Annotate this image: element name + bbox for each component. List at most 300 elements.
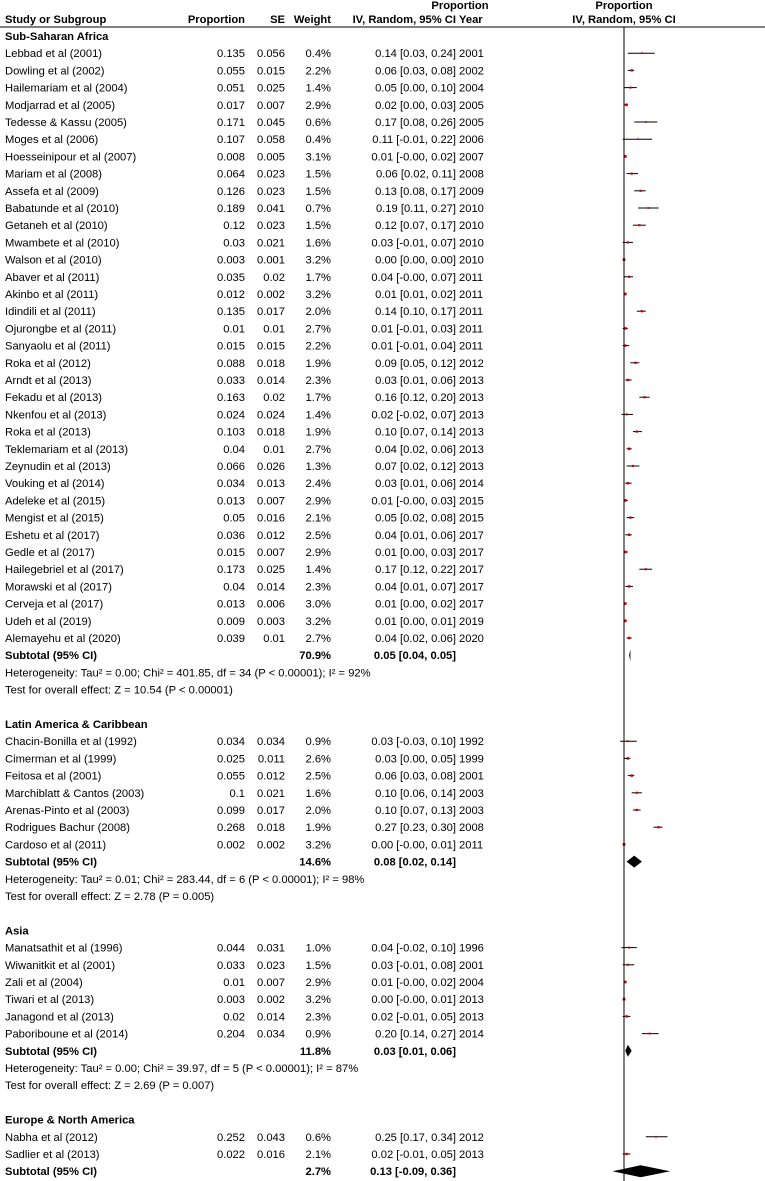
study-proportion: 0.02: [223, 1011, 245, 1024]
study-proportion: 0.135: [217, 306, 245, 319]
study-proportion: 0.01: [223, 323, 245, 336]
study-proportion: 0.268: [217, 822, 245, 835]
study-se: 0.002: [257, 994, 285, 1007]
study-ci: 0.06 [0.02, 0.11]: [375, 168, 456, 181]
study-name: Adeleke et al (2015): [5, 495, 106, 508]
study-weight: 1.0%: [305, 942, 331, 955]
study-se: 0.012: [257, 770, 285, 783]
subtotal-weight: 70.9%: [299, 650, 331, 663]
study-proportion: 0.003: [217, 254, 245, 267]
study-se: 0.043: [257, 1131, 285, 1144]
header-weight: Weight: [293, 14, 331, 26]
study-point: [636, 809, 638, 811]
study-proportion: 0.025: [217, 753, 245, 766]
study-weight: 0.6%: [305, 1131, 331, 1144]
study-ci: 0.00 [-0.00, 0.01]: [371, 839, 456, 852]
study-ci: 0.05 [0.02, 0.08]: [375, 512, 456, 525]
study-weight: 2.6%: [305, 753, 331, 766]
subtotal-label: Subtotal (95% CI): [5, 650, 97, 663]
study-weight: 1.9%: [305, 426, 331, 439]
study-year: 2014: [459, 1028, 484, 1041]
study-name: Roka et al (2013): [5, 426, 91, 439]
study-ci: 0.19 [0.11, 0.27]: [375, 203, 456, 215]
study-weight: 3.2%: [305, 839, 331, 852]
study-ci: 0.03 [0.01, 0.06]: [375, 478, 456, 491]
study-weight: 2.2%: [305, 340, 331, 353]
study-year: 2003: [459, 787, 484, 800]
subtotal-label: Subtotal (95% CI): [5, 856, 97, 869]
study-se: 0.014: [257, 581, 285, 594]
study-point: [640, 190, 642, 192]
study-year: 2001: [459, 48, 484, 61]
study-year: 2005: [459, 99, 484, 112]
study-weight: 2.2%: [305, 65, 331, 78]
study-proportion: 0.135: [217, 48, 245, 61]
study-proportion: 0.034: [217, 736, 245, 749]
study-name: Alemayehu et al (2020): [5, 633, 121, 645]
subtotal-weight: 14.6%: [299, 856, 331, 869]
study-proportion: 0.024: [217, 409, 245, 422]
study-point: [641, 310, 643, 312]
study-weight: 0.9%: [305, 1028, 331, 1041]
study-proportion: 0.04: [223, 581, 245, 594]
study-point: [647, 207, 649, 209]
study-weight: 0.7%: [305, 203, 331, 215]
study-weight: 2.0%: [305, 306, 331, 319]
study-proportion: 0.1: [229, 787, 245, 800]
study-se: 0.015: [257, 340, 285, 353]
study-year: 2015: [459, 495, 484, 508]
study-year: 2004: [459, 82, 484, 95]
study-year: 2017: [459, 529, 484, 542]
study-se: 0.007: [257, 99, 285, 112]
study-proportion: 0.033: [217, 375, 245, 387]
study-se: 0.018: [257, 426, 285, 439]
study-proportion: 0.107: [217, 134, 245, 147]
study-name: Assefa et al (2009): [5, 185, 99, 198]
study-ci: 0.04 [-0.02, 0.10]: [371, 942, 456, 955]
study-weight: 0.4%: [305, 48, 331, 61]
study-ci: 0.14 [0.03, 0.24]: [375, 48, 456, 61]
study-name: Mengist et al (2015): [5, 512, 104, 525]
study-year: 2006: [459, 134, 484, 147]
study-year: 2011: [459, 839, 484, 852]
study-ci: 0.01 [-0.00, 0.03]: [371, 495, 456, 508]
study-year: 2010: [459, 203, 484, 215]
study-point: [629, 516, 631, 518]
study-se: 0.034: [257, 736, 285, 749]
subtotal-ci: 0.03 [0.01, 0.06]: [373, 1045, 456, 1058]
study-year: 2010: [459, 237, 484, 250]
study-name: Sanyaolu et al (2011): [5, 340, 111, 353]
heterogeneity-text: Heterogeneity: Tau² = 0.00; Chi² = 39.97, df = 5 (P < 0.00001); I² = 87%: [5, 1063, 359, 1075]
study-year: 2011: [459, 289, 484, 301]
study-se: 0.006: [257, 598, 285, 611]
study-se: 0.025: [257, 564, 285, 577]
header-se: SE: [270, 14, 285, 26]
study-proportion: 0.002: [217, 839, 245, 852]
study-weight: 1.4%: [305, 564, 331, 577]
study-ci: 0.03 [-0.01, 0.07]: [371, 237, 456, 250]
study-year: 2010: [459, 220, 484, 233]
study-se: 0.021: [257, 237, 285, 250]
study-ci: 0.06 [0.03, 0.08]: [375, 770, 456, 783]
subtotal-label: Subtotal (95% CI): [5, 1045, 97, 1058]
study-se: 0.017: [257, 306, 285, 319]
study-point: [628, 448, 631, 451]
study-ci: 0.03 [0.01, 0.06]: [375, 375, 456, 387]
study-point: [630, 774, 632, 776]
study-ci: 0.16 [0.12, 0.20]: [375, 392, 456, 405]
study-ci: 0.11 [-0.01, 0.22]: [372, 134, 456, 147]
study-ci: 0.01 [-0.01, 0.03]: [371, 323, 456, 336]
study-name: Sadlier et al (2013): [5, 1149, 100, 1161]
study-weight: 1.7%: [305, 271, 331, 284]
study-name: Getaneh et al (2010): [5, 220, 108, 233]
study-point: [627, 964, 629, 966]
study-se: 0.023: [257, 168, 285, 181]
study-proportion: 0.05: [223, 512, 245, 525]
study-point: [645, 121, 647, 123]
study-name: Moges et al (2006): [5, 134, 99, 147]
study-ci: 0.05 [0.00, 0.10]: [375, 82, 456, 95]
study-ci: 0.01 [-0.00, 0.02]: [371, 977, 456, 989]
study-proportion: 0.015: [217, 547, 245, 559]
study-proportion: 0.055: [217, 65, 245, 78]
study-year: 2019: [459, 615, 484, 628]
study-se: 0.024: [257, 409, 285, 422]
study-weight: 0.6%: [305, 117, 331, 129]
study-name: Arenas-Pinto et al (2003): [5, 805, 130, 817]
study-name: Gedle et al (2017): [5, 547, 95, 559]
study-ci: 0.04 [0.01, 0.06]: [375, 529, 456, 542]
study-proportion: 0.088: [217, 357, 245, 370]
study-point: [641, 52, 643, 54]
study-point: [627, 379, 629, 381]
study-weight: 1.3%: [305, 461, 331, 473]
study-se: 0.002: [257, 839, 285, 852]
study-year: 2017: [459, 547, 484, 559]
study-weight: 1.9%: [305, 357, 331, 370]
study-ci: 0.01 [0.01, 0.02]: [375, 289, 456, 301]
study-se: 0.02: [263, 392, 285, 405]
subtotal-diamond: [625, 1045, 631, 1057]
study-year: 2013: [459, 443, 484, 456]
study-proportion: 0.055: [217, 770, 245, 783]
study-year: 2008: [459, 168, 484, 181]
study-proportion: 0.066: [217, 461, 245, 473]
study-name: Tedesse & Kassu (2005): [5, 117, 127, 129]
study-point: [628, 585, 630, 587]
subgroup-heading: Asia: [5, 925, 29, 938]
study-year: 2015: [459, 512, 484, 525]
study-proportion: 0.103: [217, 426, 245, 439]
study-ci: 0.06 [0.03, 0.08]: [375, 65, 456, 78]
study-name: Babatunde et al (2010): [5, 203, 119, 215]
study-weight: 1.5%: [305, 959, 331, 972]
table-rows: [5, 31, 484, 1181]
study-year: 2013: [459, 426, 484, 439]
study-year: 2013: [459, 1011, 484, 1024]
study-se: 0.023: [257, 185, 285, 198]
study-name: Janagond et al (2013): [5, 1011, 114, 1024]
study-weight: 2.9%: [305, 495, 331, 508]
study-weight: 2.1%: [305, 512, 331, 525]
study-name: Wiwanitkit et al (2001): [5, 959, 116, 972]
study-se: 0.01: [263, 323, 285, 336]
header-year: Year: [459, 14, 483, 26]
study-name: Zeynudin et al (2013): [5, 461, 111, 473]
study-point: [630, 69, 632, 71]
study-se: 0.056: [257, 48, 285, 61]
study-name: Paboriboune et al (2014): [5, 1028, 129, 1041]
study-se: 0.01: [263, 633, 285, 645]
study-proportion: 0.013: [217, 598, 245, 611]
subtotal-diamond: [612, 1165, 670, 1177]
study-year: 2007: [459, 151, 484, 164]
study-point: [632, 465, 634, 467]
study-se: 0.034: [257, 1028, 285, 1041]
study-year: 1992: [459, 736, 484, 749]
study-se: 0.016: [257, 1149, 285, 1161]
study-weight: 0.4%: [305, 134, 331, 147]
study-point: [657, 826, 659, 828]
study-name: Nabha et al (2012): [5, 1131, 98, 1144]
study-year: 2013: [459, 375, 484, 387]
study-ci: 0.04 [0.01, 0.07]: [375, 581, 456, 594]
study-year: 2011: [459, 323, 484, 336]
study-point: [631, 173, 633, 175]
study-ci: 0.14 [0.10, 0.17]: [375, 306, 456, 319]
study-se: 0.007: [257, 495, 285, 508]
study-se: 0.005: [257, 151, 285, 164]
study-name: Lebbad et al (2001): [5, 48, 103, 61]
overall-effect-text: Test for overall effect: Z = 10.54 (P < 0.00001): [5, 684, 233, 697]
study-point: [628, 637, 631, 640]
study-name: Marchiblatt & Cantos (2003): [5, 787, 145, 800]
study-ci: 0.25 [0.17, 0.34]: [375, 1131, 456, 1144]
study-name: Cardoso et al (2011): [5, 839, 107, 852]
study-ci: 0.02 [0.00, 0.03]: [375, 99, 456, 112]
header-plot-bottom: IV, Random, 95% CI: [572, 14, 676, 26]
study-proportion: 0.126: [217, 185, 245, 198]
study-se: 0.007: [257, 547, 285, 559]
study-name: Dowling et al (2002): [5, 65, 105, 78]
study-point: [636, 792, 638, 794]
study-ci: 0.27 [0.23, 0.30]: [375, 822, 456, 835]
study-name: Walson et al (2010): [5, 254, 102, 267]
study-point: [628, 534, 630, 536]
study-proportion: 0.039: [217, 633, 245, 645]
study-weight: 2.1%: [305, 1149, 331, 1161]
study-ci: 0.03 [-0.01, 0.08]: [371, 959, 456, 972]
study-se: 0.001: [257, 254, 285, 267]
study-point: [649, 1033, 651, 1035]
study-name: Cimerman et al (1999): [5, 753, 117, 766]
study-proportion: 0.163: [217, 392, 245, 405]
study-year: 2012: [459, 357, 484, 370]
study-name: Cerveja et al (2017): [5, 598, 104, 611]
subtotal-diamond: [629, 649, 630, 661]
study-ci: 0.01 [0.00, 0.01]: [375, 615, 456, 628]
subgroup-heading: Sub-Saharan Africa: [5, 31, 109, 43]
plot-marks: [612, 52, 670, 1181]
study-point: [625, 1015, 627, 1017]
study-year: 2005: [459, 117, 484, 129]
study-point: [627, 241, 629, 243]
study-proportion: 0.044: [217, 942, 245, 955]
study-point: [637, 138, 639, 140]
study-name: Mwambete et al (2010): [5, 237, 120, 250]
study-weight: 1.6%: [305, 237, 331, 250]
study-proportion: 0.204: [217, 1028, 245, 1041]
study-weight: 1.5%: [305, 168, 331, 181]
heterogeneity-text: Heterogeneity: Tau² = 0.01; Chi² = 283.44, df = 6 (P < 0.00001); I² = 98%: [5, 873, 365, 886]
study-proportion: 0.01: [223, 977, 245, 989]
study-point: [629, 87, 631, 89]
study-point: [627, 757, 630, 760]
study-year: 2013: [459, 392, 484, 405]
study-point: [625, 1153, 627, 1155]
study-weight: 2.7%: [305, 633, 331, 645]
study-se: 0.041: [257, 203, 285, 215]
study-proportion: 0.033: [217, 959, 245, 972]
study-se: 0.007: [257, 977, 285, 989]
study-point: [627, 482, 629, 484]
study-year: 2013: [459, 1149, 484, 1161]
study-name: Rodrigues Bachur (2008): [5, 822, 130, 835]
study-weight: 1.5%: [305, 220, 331, 233]
study-weight: 1.6%: [305, 787, 331, 800]
study-name: Akinbo et al (2011): [5, 289, 99, 301]
x-axis: [491, 27, 755, 1181]
study-se: 0.016: [257, 512, 285, 525]
study-ci: 0.01 [-0.01, 0.04]: [371, 340, 456, 353]
study-year: 2011: [459, 271, 484, 284]
study-weight: 2.4%: [305, 478, 331, 491]
study-ci: 0.02 [-0.02, 0.07]: [371, 409, 456, 422]
study-ci: 0.01 [0.00, 0.02]: [375, 598, 456, 611]
study-weight: 3.0%: [305, 598, 331, 611]
study-weight: 2.3%: [305, 581, 331, 594]
study-name: Nkenfou et al (2013): [5, 409, 107, 422]
study-se: 0.018: [257, 822, 285, 835]
study-se: 0.013: [257, 478, 285, 491]
study-year: 2001: [459, 770, 484, 783]
header-proportion: Proportion: [187, 14, 245, 26]
study-weight: 2.3%: [305, 375, 331, 387]
study-proportion: 0.017: [217, 99, 245, 112]
study-proportion: 0.035: [217, 271, 245, 284]
study-weight: 3.1%: [305, 151, 331, 164]
study-se: 0.025: [257, 82, 285, 95]
study-proportion: 0.189: [217, 203, 245, 215]
study-point: [626, 413, 628, 415]
study-ci: 0.10 [0.06, 0.14]: [375, 787, 456, 800]
study-proportion: 0.012: [217, 289, 245, 301]
study-name: Modjarrad et al (2005): [5, 99, 116, 112]
study-weight: 2.7%: [305, 443, 331, 456]
study-point: [645, 568, 647, 570]
subtotal-weight: 11.8%: [299, 1045, 331, 1058]
study-weight: 3.2%: [305, 994, 331, 1007]
study-ci: 0.04 [0.02, 0.06]: [375, 633, 456, 645]
study-name: Hailegebriel et al (2017): [5, 564, 124, 577]
study-year: 2017: [459, 564, 484, 577]
study-ci: 0.04 [-0.00, 0.07]: [371, 271, 456, 284]
study-weight: 1.4%: [305, 82, 331, 95]
study-se: 0.012: [257, 529, 285, 542]
study-year: 2020: [459, 633, 484, 645]
study-proportion: 0.04: [223, 443, 245, 456]
study-ci: 0.04 [0.02, 0.06]: [375, 443, 456, 456]
study-se: 0.014: [257, 375, 285, 387]
study-point: [655, 1136, 657, 1138]
study-name: Ojurongbe et al (2011): [5, 323, 117, 336]
study-se: 0.01: [263, 443, 285, 456]
study-se: 0.02: [263, 271, 285, 284]
table-header: [0, 0, 765, 27]
study-year: 2009: [459, 185, 484, 198]
subtotal-diamond: [627, 856, 642, 868]
study-year: 2017: [459, 598, 484, 611]
study-se: 0.026: [257, 461, 285, 473]
header-study: Study or Subgroup: [5, 14, 107, 26]
study-name: Hoesseinipour et al (2007): [5, 151, 137, 164]
study-year: 2008: [459, 822, 484, 835]
study-year: 2013: [459, 994, 484, 1007]
study-weight: 2.9%: [305, 99, 331, 112]
study-name: Eshetu et al (2017): [5, 529, 100, 542]
study-name: Teklemariam et al (2013): [5, 443, 129, 456]
study-name: Tiwari et al (2013): [5, 994, 95, 1007]
header-ci-top: Proportion: [431, 0, 489, 12]
subgroup-heading: Europe & North America: [5, 1114, 135, 1127]
subtotal-ci: 0.05 [0.04, 0.05]: [373, 650, 456, 663]
study-ci: 0.09 [0.05, 0.12]: [375, 357, 456, 370]
study-weight: 2.0%: [305, 805, 331, 817]
study-se: 0.058: [257, 134, 285, 147]
study-name: Feitosa et al (2001): [5, 770, 102, 783]
study-weight: 0.9%: [305, 736, 331, 749]
study-year: 2001: [459, 959, 484, 972]
study-proportion: 0.173: [217, 564, 245, 577]
study-year: 2012: [459, 1131, 484, 1144]
study-ci: 0.01 [-0.00, 0.02]: [371, 151, 456, 164]
study-name: Chacin-Bonilla et al (1992): [5, 736, 137, 749]
study-proportion: 0.064: [217, 168, 245, 181]
study-proportion: 0.034: [217, 478, 245, 491]
study-ci: 0.02 [-0.01, 0.05]: [371, 1011, 456, 1024]
study-ci: 0.07 [0.02, 0.12]: [375, 461, 456, 473]
study-point: [628, 276, 630, 278]
study-weight: 3.2%: [305, 615, 331, 628]
study-proportion: 0.099: [217, 805, 245, 817]
study-weight: 2.9%: [305, 547, 331, 559]
study-ci: 0.00 [-0.00, 0.01]: [371, 994, 456, 1007]
study-name: Hailemariam et al (2004): [5, 82, 128, 95]
study-weight: 3.2%: [305, 254, 331, 267]
subtotal-ci: 0.13 [-0.09, 0.36]: [370, 1166, 456, 1179]
subgroup-heading: Latin America & Caribbean: [5, 719, 148, 731]
study-se: 0.011: [257, 753, 285, 766]
study-name: Vouking et al (2014): [5, 478, 105, 491]
study-proportion: 0.171: [217, 117, 245, 129]
study-se: 0.021: [257, 787, 285, 800]
study-weight: 3.2%: [305, 289, 331, 301]
study-year: 2013: [459, 409, 484, 422]
study-se: 0.018: [257, 357, 285, 370]
